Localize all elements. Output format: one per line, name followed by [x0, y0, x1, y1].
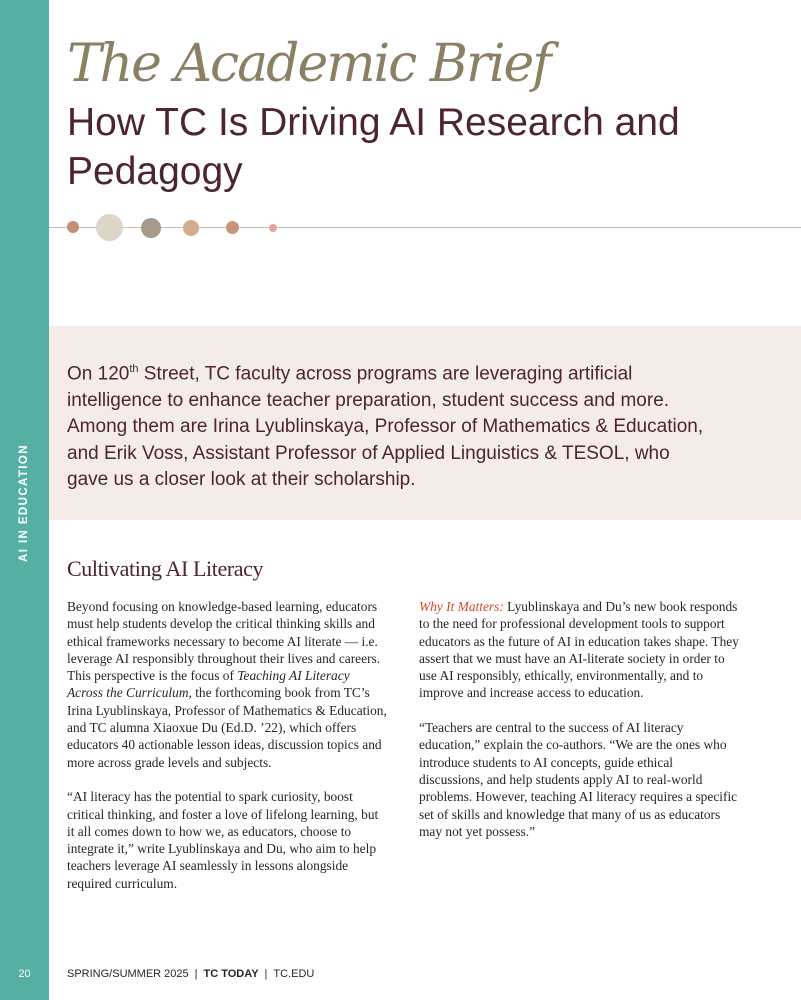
decorative-dot	[67, 221, 79, 233]
page-number: 20	[18, 968, 31, 980]
article-column-left	[67, 598, 387, 909]
decorative-dot	[183, 220, 199, 236]
series-title: The Academic Brief	[67, 34, 550, 94]
section-heading: Cultivating AI Literacy	[67, 556, 264, 581]
article-column-right	[419, 598, 739, 857]
decorative-dot	[141, 218, 161, 238]
decorative-dot	[96, 214, 123, 241]
decorative-dot	[226, 221, 239, 234]
divider-line	[49, 227, 801, 228]
section-label: AI IN EDUCATION	[18, 444, 30, 562]
why-it-matters-label: Why It Matters:	[419, 599, 504, 614]
sidebar-band	[0, 0, 49, 1000]
decorative-dot	[269, 224, 277, 232]
intro-paragraph: On 120th Street, TC faculty across programs are leveraging artificial intelligence to enhance teacher preparation, student success and more. Among them are Irina Lyublinskaya, Professor of Mathematics & Education, and Erik Voss, Assistant Professor of Applied Linguistics & TESOL, who gave us a closer look at their scholarship.	[67, 363, 704, 491]
website-label: TC.EDU	[273, 968, 315, 980]
page-title: How TC Is Driving AI Research and Pedagogy	[67, 101, 680, 193]
article-paragraph: Beyond focusing on knowledge-based learning, educators must help students develop the critical thinking skills and ethical frameworks necessary to become AI literate — i.e. leverage AI responsibly throughout their lives and careers. This perspective is the focus of Teaching AI Literacy Across the Curriculum, the forthcoming book from TC’s Irina Lyublinskaya, Professor of Mathematics & Education, and TC alumna Xiaoxue Du (Ed.D. ’22), which offers educators 40 actionable lesson ideas, discussion topics and more across grade levels and subjects.	[67, 599, 387, 770]
article-paragraph: Why It Matters: Lyublinskaya and Du’s new book responds to the need for professional development tools to support educators as the future of AI in education takes shape. They assert that we must have an AI-literate society in order to use AI responsibly, ethically, environmentally, and to improve and increase access to education.	[419, 599, 739, 701]
article-paragraph: “AI literacy has the potential to spark curiosity, boost critical thinking, and foster a love of lifelong learning, but it all comes down to how we, as educators, choose to integrate it,” write Lyublinskaya and Du, who aim to help teachers leverage AI seamlessly in lessons alongside required curriculum.	[67, 789, 379, 891]
publication-name: TC TODAY	[203, 968, 259, 980]
issue-label: SPRING/SUMMER 2025	[67, 968, 189, 980]
book-title: Teaching AI Literacy Across the Curriculum	[67, 668, 350, 701]
article-paragraph: “Teachers are central to the success of AI literacy education,” explain the co-authors. “We are the ones who introduce students to AI concepts, guide ethical discussions, and help students apply AI to real-world problems. However, teaching AI literacy requires a specific set of skills and knowledge that many of us as educators may not yet possess.”	[419, 720, 738, 839]
page-footer: SPRING/SUMMER 2025 | TC TODAY | TC.EDU	[67, 968, 315, 980]
